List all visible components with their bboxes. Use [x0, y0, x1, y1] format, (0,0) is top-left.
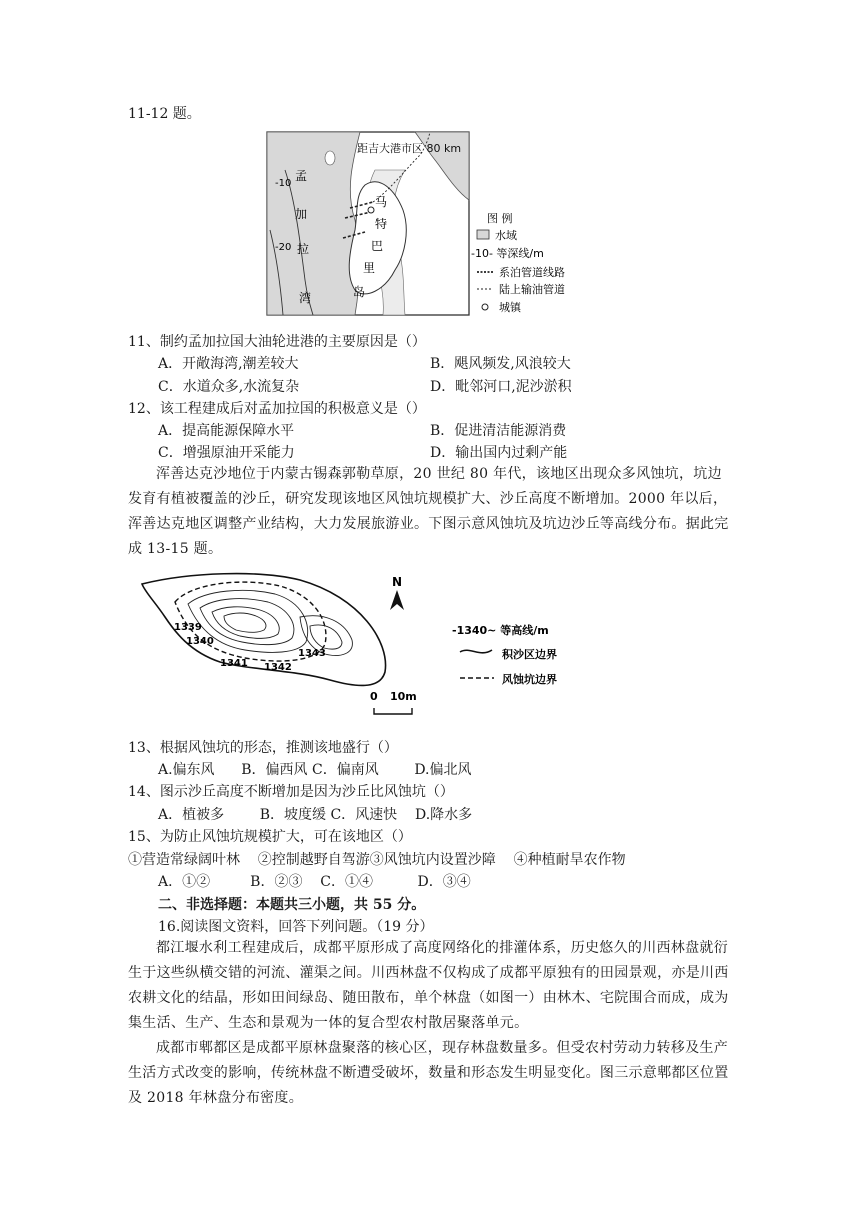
- small-lake: [325, 151, 335, 165]
- q11-option-b: B．飓风频发,风浪较大: [430, 356, 571, 372]
- island-char-4: 里: [363, 261, 376, 275]
- q11-option-d: D．毗邻河口,泥沙淤积: [430, 379, 572, 395]
- question-header: 11-12 题。: [128, 106, 201, 122]
- bay-char-4: 湾: [299, 291, 312, 305]
- island-char-1: 马: [375, 195, 388, 209]
- q12-option-c: C．增强原油开采能力: [158, 445, 295, 461]
- contour-label-1340: 1340: [186, 636, 214, 647]
- q11-stem: 11、制约孟加拉国大油轮进港的主要原因是（）: [128, 334, 426, 350]
- bay-char-1: 孟: [295, 169, 308, 183]
- north-label: N: [392, 575, 403, 589]
- contour-label-1339: 1339: [174, 622, 202, 633]
- q11-option-a: A．开敞海湾,潮差较大: [158, 356, 299, 372]
- depth-label-10: -10: [275, 178, 292, 189]
- island-char-3: 巴: [371, 239, 384, 253]
- contour-label-1343: 1343: [298, 648, 326, 659]
- contour-label-1341: 1341: [220, 658, 248, 669]
- q14-options: A．植被多 B．坡度缓 C．风速快 D.降水多: [158, 807, 473, 823]
- water-area: [267, 132, 360, 315]
- contour-label-1342: 1342: [264, 662, 292, 673]
- legend-town: 城镇: [499, 301, 521, 314]
- legend-blowout-boundary: 风蚀坑边界: [502, 673, 557, 686]
- legend-mooring: 系泊管道线路: [499, 266, 565, 279]
- q13-stem: 13、根据风蚀坑的形态，推测该地盛行（）: [128, 740, 398, 756]
- q11-option-c: C．水道众多,水流复杂: [158, 379, 300, 395]
- q12-option-a: A．提高能源保障水平: [158, 423, 295, 439]
- town-marker: [368, 207, 374, 213]
- passage-linpan: 都江堰水利工程建成后，成都平原形成了高度网络化的排灌体系，历史悠久的川西林盘就衍生于这些纵横交错的河流、灌渠之间。川西林盘不仅构成了成都平原独有的田园景观，亦是川西农耕文化的结晶，形如田间绿岛、随田散布，单个林盘（如图一）由林木、宅院围合而成，成为集生活、生产、生态和景观为一体的复合型农村散居聚落单元。: [128, 940, 729, 1031]
- legend-depth: -10- 等深线/m: [471, 247, 544, 260]
- q12-option-d: D．输出国内过剩产能: [430, 445, 568, 461]
- q16-stem: 16.阅读图文资料，回答下列问题。（19 分）: [158, 919, 434, 935]
- legend-sand-boundary: 积沙区边界: [502, 648, 557, 661]
- depth-label-20: -20: [275, 242, 292, 253]
- q15-measures: ①营造常绿阔叶林 ②控制越野自驾游③风蚀坑内设置沙障 ④种植耐旱农作物: [128, 852, 626, 868]
- passage-sand-dunes: 浑善达克沙地位于内蒙古锡森郭勒草原，20 世纪 80 年代，该地区出现众多风蚀坑，坑边发育有植被覆盖的沙丘，研究发现该地区风蚀坑规模扩大、沙丘高度不断增加。2000 年以后，浑善达克地区调整产业结构，大力发展旅游业。下图示意风蚀坑及坑边沙丘等高线分布。据此完成 13-15 题。: [128, 466, 729, 557]
- island-char-5: 岛: [353, 285, 366, 299]
- bay-char-3: 拉: [297, 242, 310, 256]
- q15-options: A．①② B．②③ C．①④ D．③④: [158, 874, 471, 890]
- map-blowout-contours: [130, 562, 600, 722]
- legend-contour: -1340~ 等高线/m: [452, 624, 549, 637]
- scale-label: 10m: [390, 690, 417, 703]
- island-char-2: 特: [375, 217, 388, 231]
- q14-stem: 14、图示沙丘高度不断增加是因为沙丘比风蚀坑（）: [128, 784, 454, 800]
- q13-options: A.偏东风 B．偏西风 C．偏南风 D.偏北风: [158, 762, 472, 778]
- q12-stem: 12、该工程建成后对孟加拉国的积极意义是（）: [128, 401, 426, 417]
- legend-title: 图 例: [487, 212, 513, 225]
- map-matarbari: [265, 130, 595, 320]
- legend-onshore: 陆上输油管道: [499, 283, 565, 296]
- scale-zero: 0: [370, 690, 378, 703]
- section-heading: 二、非选择题：本题共三小题，共 55 分。: [158, 897, 426, 913]
- q15-stem: 15、为防止风蚀坑规模扩大，可在该地区（）: [128, 829, 412, 845]
- bay-char-2: 加: [295, 207, 308, 221]
- distance-label: 距吉大港市区 80 km: [357, 142, 462, 155]
- legend-water: 水域: [495, 229, 517, 242]
- north-arrow-icon: [390, 590, 404, 610]
- q12-option-b: B．促进清洁能源消费: [430, 423, 567, 439]
- passage-pidu: 成都市郫都区是成都平原林盘聚落的核心区，现存林盘数量多。但受农村劳动力转移及生产生活方式改变的影响，传统林盘不断遭受破坏，数量和形态发生明显变化。图三示意郫都区位置及 2018 年林盘分布密度。: [128, 1040, 729, 1106]
